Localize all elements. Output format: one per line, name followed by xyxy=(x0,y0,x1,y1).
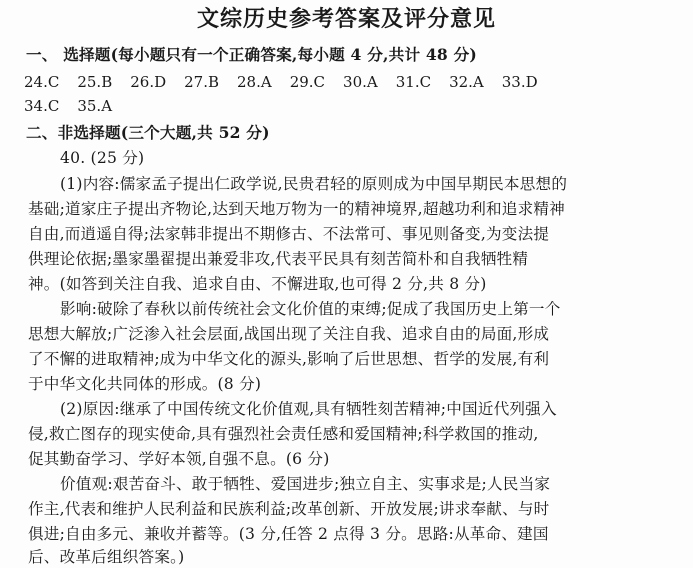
body-line-10: (2)原因:继承了中国传统文化价值观,具有牺牲刻苦精神;中国近代列强入 xyxy=(60,400,557,418)
body-line-9: 于中华文化共同体的形成。(8 分) xyxy=(28,375,262,393)
body-line-15: 俱进;自由多元、兼收并蓄等。(3 分,任答 2 点得 3 分。思路:从革命、建国 xyxy=(28,525,549,543)
question-40-label: 40. (25 分) xyxy=(60,149,145,167)
body-line-6: 影响:破除了春秋以前传统社会文化价值的束缚;促成了我国历史上第一个 xyxy=(60,300,561,318)
answers-row-1 xyxy=(24,70,556,94)
answer-27: 27.B xyxy=(184,73,220,91)
body-line-16: 后、改革后组织答案。) xyxy=(28,548,185,566)
body-line-13: 价值观:艰苦奋斗、敢于牺牲、爱国进步;独立自主、实事求是;人民当家 xyxy=(60,475,551,493)
body-line-12: 促其勤奋学习、学好本领,自强不息。(6 分) xyxy=(28,450,330,468)
answer-32: 32.A xyxy=(449,73,484,91)
answer-28: 28.A xyxy=(237,73,272,91)
body-line-14: 作主,代表和维护人民利益和民族利益;改革创新、开放发展;讲求奉献、与时 xyxy=(28,500,550,518)
body-line-8: 了不懈的进取精神;成为中华文化的源头,影响了后世思想、哲学的发展,有利 xyxy=(28,350,550,368)
body-line-7: 思想大解放;广泛渗入社会层面,战国出现了关注自我、追求自由的局面,形成 xyxy=(28,325,550,343)
body-line-3: 自由,而逍遥自得;法家韩非提出不期修古、不法常可、事见则备变,为变法提 xyxy=(28,225,550,243)
answers-row-2 xyxy=(24,94,130,118)
answer-24: 24.C xyxy=(24,73,60,91)
body-line-11: 侵,救亡图存的现实使命,具有强烈社会责任感和爱国精神;科学救国的推动, xyxy=(28,425,539,443)
body-line-1: (1)内容:儒家孟子提出仁政学说,民贵君轻的原则成为中国早期民本思想的 xyxy=(60,175,568,193)
body-line-5: 神。(如答到关注自我、追求自由、不懈进取,也可得 2 分,共 8 分) xyxy=(28,275,487,293)
answer-26: 26.D xyxy=(130,73,167,91)
section2-heading: 二、非选择题(三个大题,共 52 分) xyxy=(26,123,270,142)
answer-29: 29.C xyxy=(289,73,326,91)
answer-25: 25.B xyxy=(77,73,113,91)
body-line-4: 供理论依据;墨家墨翟提出兼爱非攻,代表平民具有刻苦简朴和自我牺牲精 xyxy=(28,250,529,268)
page-title: 文综历史参考答案及评分意见 xyxy=(196,6,496,32)
answer-34: 34.C xyxy=(24,97,60,115)
answer-30: 30.A xyxy=(343,73,378,91)
answer-35: 35.A xyxy=(77,97,113,115)
answer-33: 33.D xyxy=(501,73,538,91)
body-line-2: 基础;道家庄子提出齐物论,达到天地万物为一的精神境界,超越功利和追求精神 xyxy=(28,200,565,218)
section1-heading: 一、 选择题(每小题只有一个正确答案,每小题 4 分,共计 48 分) xyxy=(26,45,477,64)
answer-31: 31.C xyxy=(395,73,432,91)
